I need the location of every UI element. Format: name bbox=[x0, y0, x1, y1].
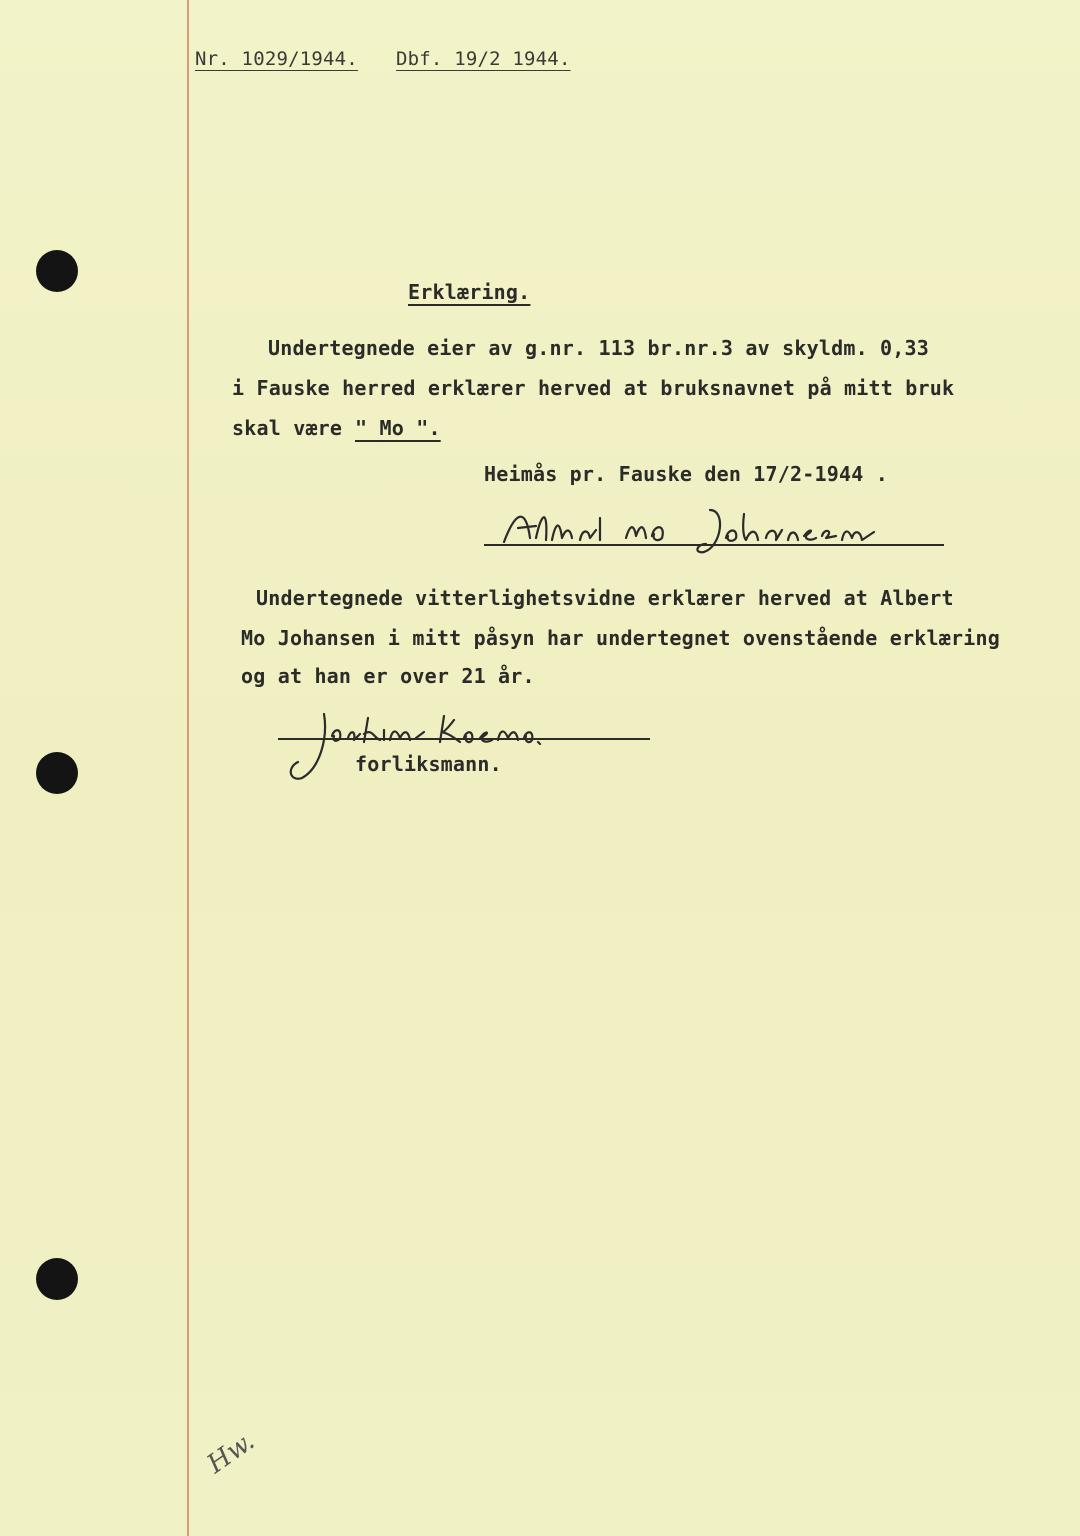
witness-title: forliksmann. bbox=[355, 752, 502, 776]
body-line-1: Undertegnede eier av g.nr. 113 br.nr.3 av skyldm. 0,33 bbox=[268, 336, 930, 360]
signature-albert-mo-johansen bbox=[496, 500, 916, 560]
registration-date: Dbf. 19/2 1944. bbox=[396, 48, 571, 70]
body-line-3: skal være bbox=[232, 416, 343, 440]
witness-signature-line bbox=[278, 738, 650, 740]
witness-line-2: Mo Johansen i mitt påsyn har undertegnet ovenstående erklæring bbox=[241, 626, 1000, 650]
margin-line bbox=[187, 0, 189, 1536]
place-date: Heimås pr. Fauske den 17/2-1944 . bbox=[484, 462, 888, 486]
punch-hole bbox=[36, 1258, 78, 1300]
body-line-2: i Fauske herred erklærer herved at bruksnavnet på mitt bruk bbox=[232, 376, 955, 400]
punch-hole bbox=[36, 250, 78, 292]
farm-name: " Mo ". bbox=[355, 416, 441, 440]
reference-number: Nr. 1029/1944. bbox=[195, 48, 358, 70]
witness-line-1: Undertegnede vitterlighetsvidne erklærer herved at Albert bbox=[256, 586, 954, 610]
punch-hole bbox=[36, 752, 78, 794]
signature-line bbox=[484, 544, 944, 546]
document-title: Erklæring. bbox=[408, 280, 531, 304]
witness-line-3: og at han er over 21 år. bbox=[241, 664, 535, 688]
signature-joakim-kosmo bbox=[284, 708, 614, 788]
initials-mark: Hw. bbox=[201, 1426, 261, 1480]
